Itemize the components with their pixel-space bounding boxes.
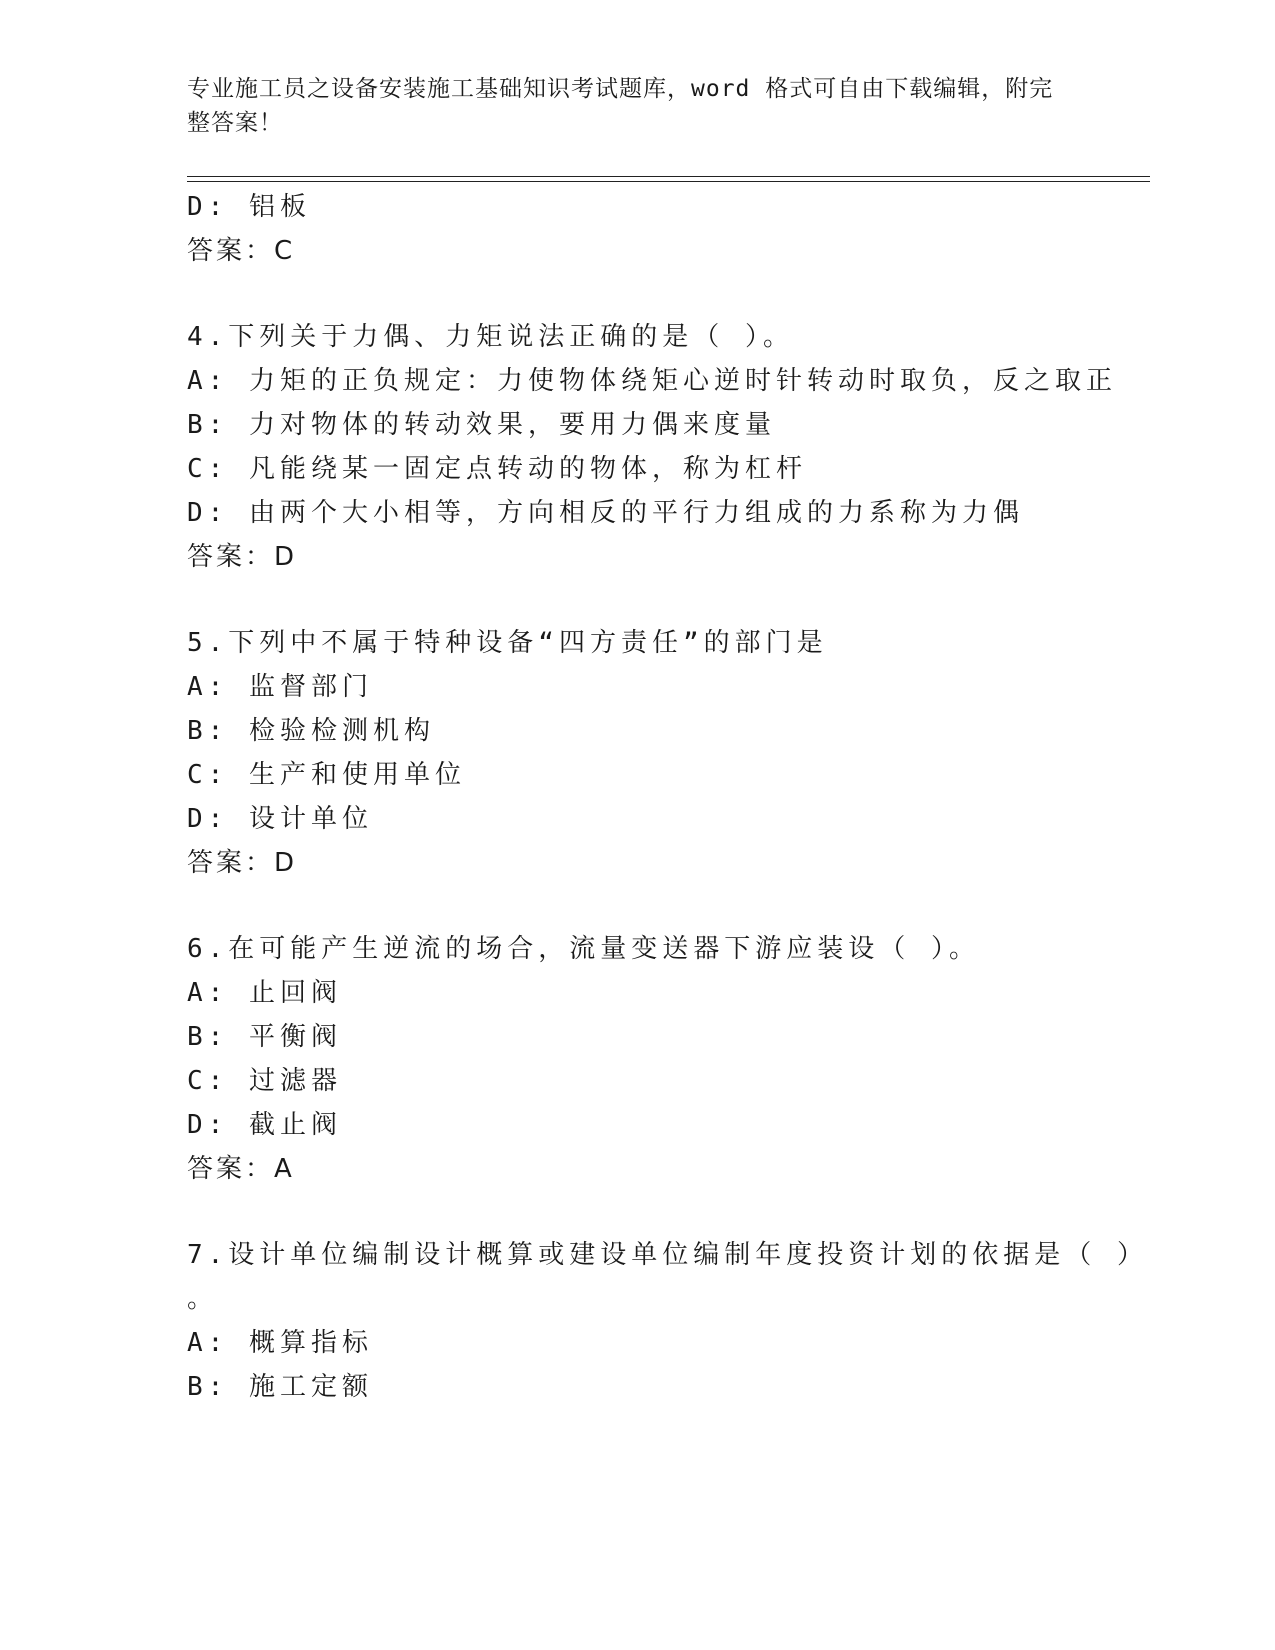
header-divider-top: [187, 176, 1150, 177]
question-stem: 5.下列中不属于特种设备“四方责任”的部门是: [187, 628, 828, 658]
option-b: B: 检验检测机构: [187, 716, 435, 746]
answer: 答案：A: [187, 1154, 295, 1184]
option-d: D: 截止阀: [187, 1110, 342, 1140]
option-d: D: 铝板: [187, 192, 311, 222]
option-a: A: 力矩的正负规定：力使物体绕矩心逆时针转动时取负，反之取正: [187, 366, 1117, 396]
option-c: C: 过滤器: [187, 1066, 342, 1096]
header-divider-bottom: [187, 181, 1150, 182]
question-stem: 4.下列关于力偶、力矩说法正确的是（ ）。: [187, 322, 794, 352]
option-b: B: 平衡阀: [187, 1022, 342, 1052]
option-d: D: 设计单位: [187, 804, 373, 834]
option-c: C: 生产和使用单位: [187, 760, 466, 790]
option-c: C: 凡能绕某一固定点转动的物体，称为杠杆: [187, 454, 807, 484]
option-a: A: 止回阀: [187, 978, 342, 1008]
option-d: D: 由两个大小相等，方向相反的平行力组成的力系称为力偶: [187, 498, 1024, 528]
answer: 答案：D: [187, 848, 298, 878]
option-a: A: 概算指标: [187, 1328, 373, 1358]
answer: 答案：C: [187, 236, 296, 266]
option-b: B: 施工定额: [187, 1372, 373, 1402]
option-b: B: 力对物体的转动效果，要用力偶来度量: [187, 410, 776, 440]
question-stem-continuation: 。: [187, 1284, 219, 1314]
question-stem: 7.设计单位编制设计概算或建设单位编制年度投资计划的依据是（ ）: [187, 1240, 1148, 1270]
answer: 答案：D: [187, 542, 298, 572]
document-header: 专业施工员之设备安装施工基础知识考试题库，word 格式可自由下载编辑，附完整答案！: [187, 76, 1054, 136]
option-a: A: 监督部门: [187, 672, 373, 702]
question-stem: 6.在可能产生逆流的场合，流量变送器下游应装设（ ）。: [187, 934, 980, 964]
